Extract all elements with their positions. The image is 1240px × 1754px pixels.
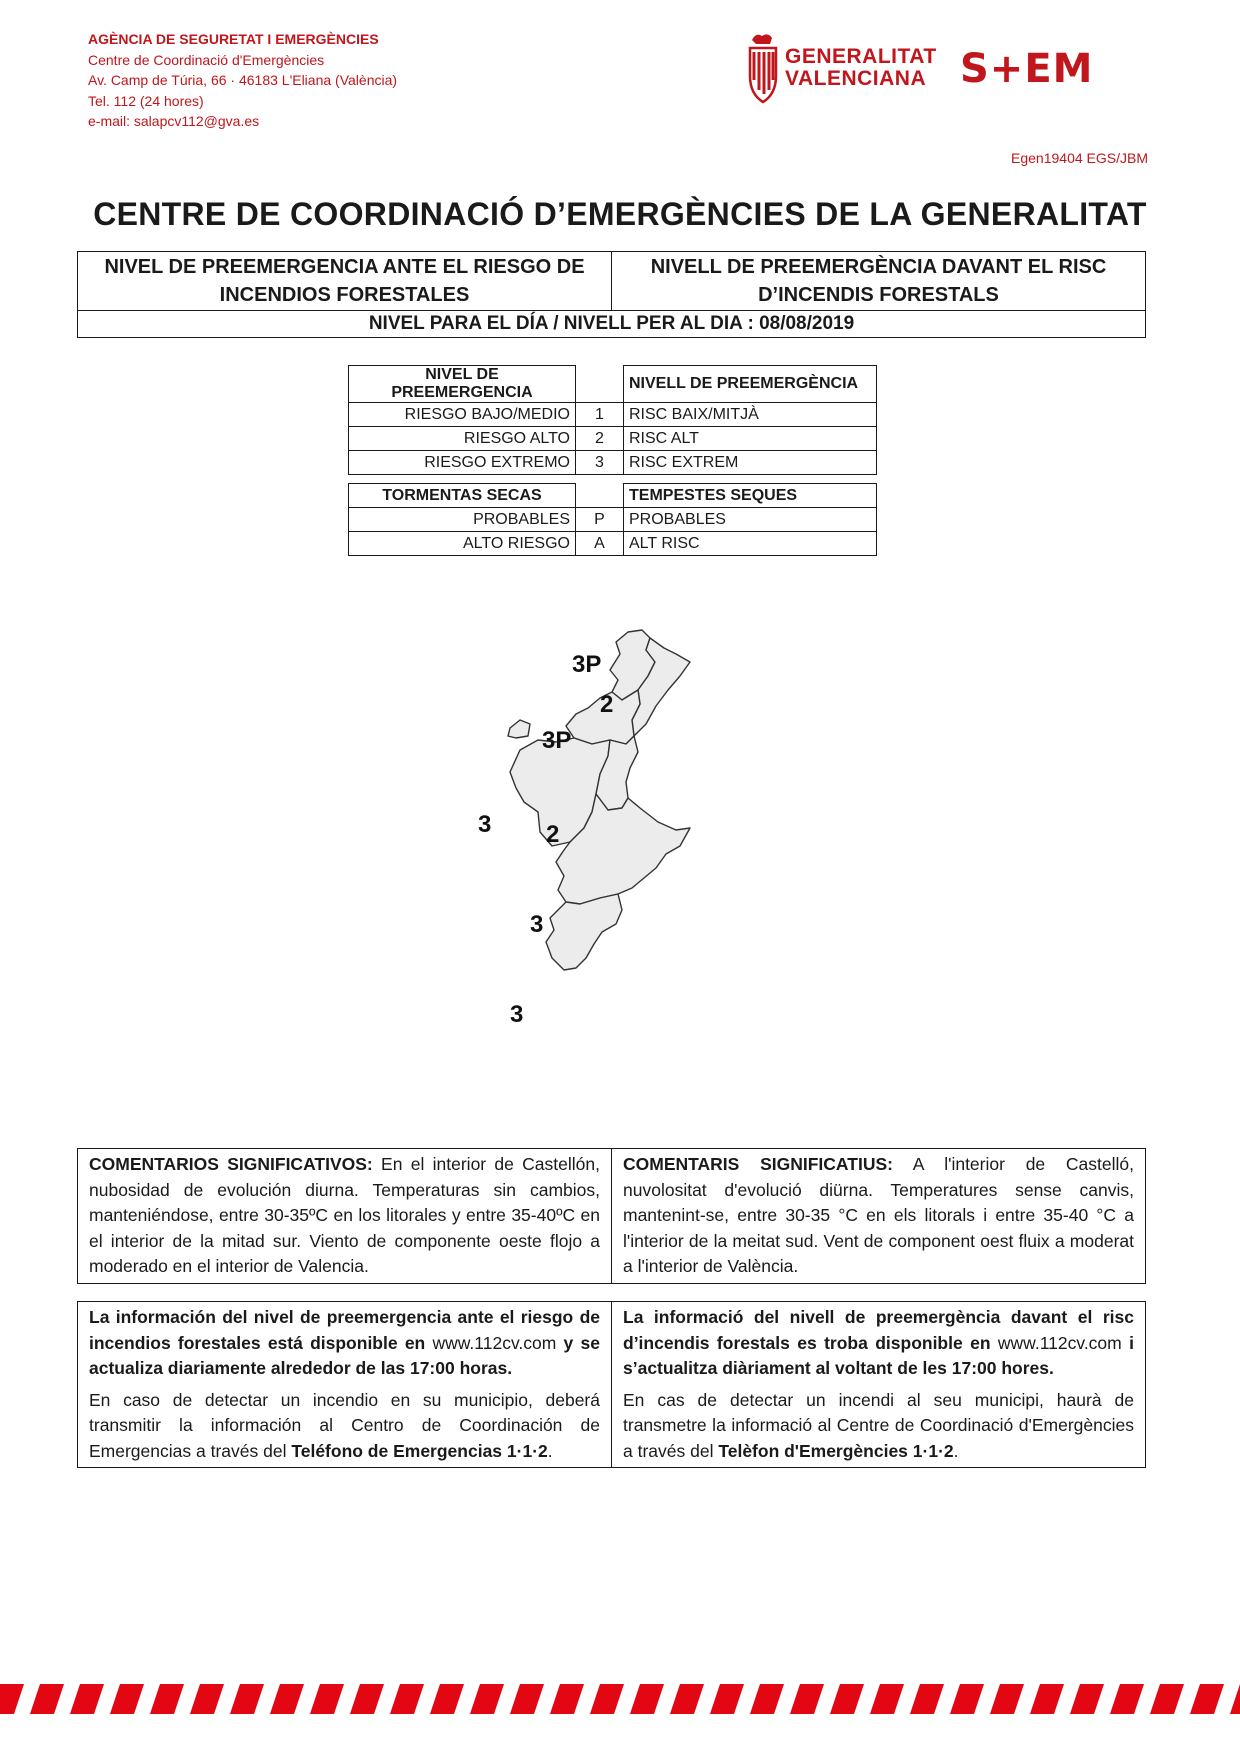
heading-ca: NIVELL DE PREEMERGÈNCIA DAVANT EL RISC D’INCENDIS FORESTALS xyxy=(612,252,1146,311)
info-ca-phone: Telèfon d'Emergències 1·1·2 xyxy=(718,1440,954,1461)
legend-levels-table xyxy=(348,365,877,475)
legend-es: ALTO RIESGO xyxy=(349,532,576,556)
stripe xyxy=(150,1684,184,1714)
legend-levels-header-gap xyxy=(576,366,624,403)
legend-storms-header-gap xyxy=(576,484,624,508)
stripe xyxy=(510,1684,544,1714)
legend-ca: RISC EXTREM xyxy=(624,451,877,475)
legend-ca: RISC ALT xyxy=(624,427,877,451)
stripe xyxy=(710,1684,744,1714)
map-label: 3P xyxy=(572,651,602,678)
map-label: 3 xyxy=(530,911,544,938)
legend-ca: ALT RISC xyxy=(624,532,877,556)
agency-address-block xyxy=(88,29,397,132)
stripe xyxy=(630,1684,664,1714)
legend-es: PROBABLES xyxy=(349,508,576,532)
map-zone-enclave xyxy=(508,720,530,738)
comments-ca-title: COMENTARIS SIGNIFICATIUS: xyxy=(623,1154,893,1174)
map-label: 3 xyxy=(510,1001,524,1028)
comments-ca-text: A l'interior de Castelló, nuvolositat d'evolució diürna. Temperatures sense canvis, mantenint-se, entre 30-35 °C en els litorals i entre 35-40 °C a l'interior de la meitat sud. Vent de component oest fluix a moderat a l'interior de València. xyxy=(623,1154,1134,1276)
legend-ca: RISC BAIX/MITJÀ xyxy=(624,403,877,427)
stripe xyxy=(270,1684,304,1714)
info-es xyxy=(78,1302,612,1468)
phone-line: Tel. 112 (24 hores) xyxy=(88,92,204,109)
info-ca xyxy=(612,1302,1146,1468)
address-line: Av. Camp de Túria, 66 · 46183 L'Eliana (València) xyxy=(88,72,398,88)
heading-table xyxy=(77,251,1146,338)
info-es-p2c: . xyxy=(547,1440,553,1461)
email-line: e-mail: salapcv112@gva.es xyxy=(88,113,260,129)
map-zone-south xyxy=(546,894,622,970)
sem-logo: S+EM xyxy=(960,46,1094,92)
generalitat-wordmark xyxy=(785,46,937,90)
stripe xyxy=(830,1684,864,1714)
info-ca-p2c: . xyxy=(953,1440,959,1461)
info-box xyxy=(77,1301,1146,1468)
stripe xyxy=(190,1684,224,1714)
stripe xyxy=(1230,1684,1240,1714)
risk-zone-map xyxy=(480,632,730,1072)
info-ca-link[interactable]: www.112cv.com xyxy=(997,1332,1122,1353)
stripe xyxy=(750,1684,784,1714)
info-es-p2a: En caso de detectar un incendio en su municipio, deberá transmitir la información al Centro de Coordinación de Emergencias a través del xyxy=(89,1389,600,1461)
stripe xyxy=(30,1684,64,1714)
info-ca-bold1: La informació del nivell de preemergència davant el risc d’incendis forestals es troba disponible en xyxy=(623,1307,1134,1353)
legend-es: RIESGO EXTREMO xyxy=(349,451,576,475)
stripe xyxy=(310,1684,344,1714)
legend-row xyxy=(349,532,877,556)
legend-code: P xyxy=(576,508,624,532)
stripe xyxy=(1030,1684,1064,1714)
comments-es xyxy=(78,1149,612,1284)
stripe xyxy=(910,1684,944,1714)
decorative-stripe-band xyxy=(0,1684,1240,1714)
info-es-phone: Teléfono de Emergencias 1·1·2 xyxy=(291,1440,548,1461)
map-label: 2 xyxy=(546,821,560,848)
stripe xyxy=(110,1684,144,1714)
stripe xyxy=(0,1684,24,1714)
stripe xyxy=(990,1684,1024,1714)
info-ca-bold2: i s’actualitza diàriament al voltant de les 17:00 hores. xyxy=(623,1332,1134,1378)
stripe xyxy=(670,1684,704,1714)
comments-es-title: COMENTARIOS SIGNIFICATIVOS: xyxy=(89,1154,373,1174)
legend-storms-header-es: TORMENTAS SECAS xyxy=(349,484,576,508)
agency-name: AGÈNCIA DE SEGURETAT I EMERGÈNCIES xyxy=(88,31,379,47)
info-es-link[interactable]: www.112cv.com xyxy=(432,1332,557,1353)
stripe xyxy=(70,1684,104,1714)
legend-levels-header-es: NIVEL DE PREEMERGENCIA xyxy=(349,366,576,403)
map-label: 3 xyxy=(478,811,492,838)
stripe xyxy=(390,1684,424,1714)
legend-ca: PROBABLES xyxy=(624,508,877,532)
stripe xyxy=(1070,1684,1104,1714)
generalitat-line2: VALENCIANA xyxy=(785,67,927,90)
info-ca-p2a: En cas de detectar un incendi al seu municipi, haurà de transmetre la informació al Centre de Coordinació d'Emergències a través del xyxy=(623,1389,1134,1461)
date-line: NIVEL PARA EL DÍA / NIVELL PER AL DIA : 08/08/2019 xyxy=(78,311,1146,338)
legend-code: 3 xyxy=(576,451,624,475)
stripe xyxy=(470,1684,504,1714)
page-title: CENTRE DE COORDINACIÓ D’EMERGÈNCIES DE LA GENERALITAT xyxy=(93,196,1147,232)
legend-levels-header-ca: NIVELL DE PREEMERGÈNCIA xyxy=(624,366,877,403)
stripe xyxy=(590,1684,624,1714)
legend-row xyxy=(349,427,877,451)
stripe xyxy=(1190,1684,1224,1714)
legend-storms-table xyxy=(348,483,877,556)
heading-es: NIVEL DE PREEMERGENCIA ANTE EL RIESGO DE INCENDIOS FORESTALES xyxy=(78,252,612,311)
map-label: 2 xyxy=(600,691,614,718)
legend-row xyxy=(349,508,877,532)
stripe xyxy=(870,1684,904,1714)
map-label: 3P xyxy=(542,727,572,754)
comments-box xyxy=(77,1148,1146,1284)
legend-storms-header-ca: TEMPESTES SEQUES xyxy=(624,484,877,508)
stripe xyxy=(550,1684,584,1714)
legend-code: A xyxy=(576,532,624,556)
generalitat-shield-icon xyxy=(746,32,782,106)
stripe xyxy=(230,1684,264,1714)
legend-es: RIESGO ALTO xyxy=(349,427,576,451)
legend-row xyxy=(349,451,877,475)
stripe xyxy=(1110,1684,1144,1714)
info-es-bold2: y se actualiza diariamente alrededor de las 17:00 horas. xyxy=(89,1332,600,1378)
comments-ca xyxy=(612,1149,1146,1284)
legend-es: RIESGO BAJO/MEDIO xyxy=(349,403,576,427)
legend-row xyxy=(349,403,877,427)
legend-code: 2 xyxy=(576,427,624,451)
stripe xyxy=(350,1684,384,1714)
info-es-bold1: La información del nivel de preemergencia ante el riesgo de incendios forestales está disponible en xyxy=(89,1307,600,1353)
stripe xyxy=(790,1684,824,1714)
legend-code: 1 xyxy=(576,403,624,427)
center-name: Centre de Coordinació d'Emergències xyxy=(88,51,325,68)
document-reference: Egen19404 EGS/JBM xyxy=(1011,150,1148,166)
generalitat-line1: GENERALITAT xyxy=(785,45,937,68)
stripe xyxy=(430,1684,464,1714)
comments-es-text: En el interior de Castellón, nubosidad de evolución diurna. Temperaturas sin cambios, manteniéndose, entre 30-35ºC en los litorales y entre 35-40ºC en el interior de la mitad sur. Viento de componente oeste flojo a moderado en el interior de Valencia. xyxy=(89,1154,600,1276)
stripe xyxy=(1150,1684,1184,1714)
stripe xyxy=(950,1684,984,1714)
